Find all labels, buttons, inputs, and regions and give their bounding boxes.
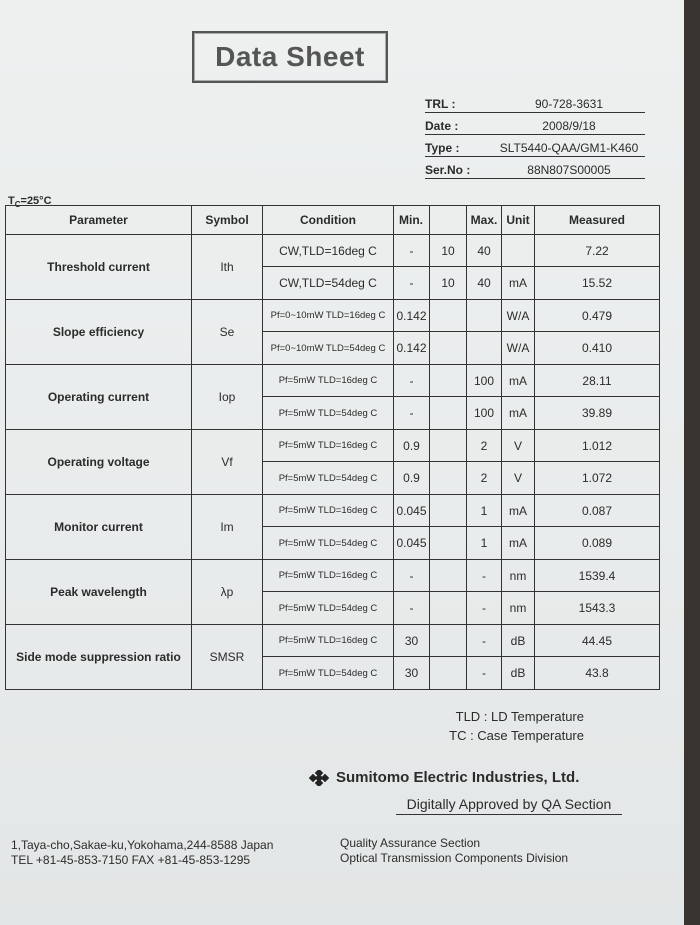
condition-cell: Pf=5mW TLD=16deg C xyxy=(263,495,394,527)
company-line xyxy=(308,769,579,786)
unit-cell: V xyxy=(502,462,535,495)
meta-key: Date : xyxy=(425,119,459,133)
table-header-row xyxy=(6,206,660,235)
division-line: Optical Transmission Components Division xyxy=(340,851,569,865)
measured-cell: 15.52 xyxy=(535,267,660,300)
table-row xyxy=(6,300,660,332)
min-cell: 30 xyxy=(394,657,430,690)
sumitomo-logo-icon xyxy=(308,770,330,786)
parameter-cell: Operating voltage xyxy=(6,430,192,495)
department-block xyxy=(340,836,568,866)
header-typ xyxy=(430,206,467,235)
typ-cell xyxy=(430,430,467,462)
unit-cell: mA xyxy=(502,267,535,300)
min-cell: 0.9 xyxy=(394,430,430,462)
address-line: 1,Taya-cho,Sakae-ku,Yokohama,244-8588 Japan xyxy=(11,838,274,852)
parameter-cell: Monitor current xyxy=(6,495,192,560)
meta-row-date xyxy=(425,114,645,135)
measured-cell: 1543.3 xyxy=(535,592,660,625)
spec-table xyxy=(5,205,660,690)
measured-cell: 44.45 xyxy=(535,625,660,657)
min-cell: 0.045 xyxy=(394,495,430,527)
max-cell: - xyxy=(467,657,502,690)
measured-cell: 43.8 xyxy=(535,657,660,690)
condition-cell: CW,TLD=54deg C xyxy=(263,267,394,300)
header-unit: Unit xyxy=(502,206,535,235)
tc-prefix: T xyxy=(8,195,15,207)
min-cell: 0.142 xyxy=(394,300,430,332)
unit-cell: W/A xyxy=(502,332,535,365)
typ-cell xyxy=(430,332,467,365)
typ-cell xyxy=(430,657,467,690)
measured-cell: 1.072 xyxy=(535,462,660,495)
symbol-cell: λp xyxy=(192,560,263,625)
min-cell: 0.045 xyxy=(394,527,430,560)
condition-cell: Pf=5mW TLD=16deg C xyxy=(263,625,394,657)
min-cell: 0.142 xyxy=(394,332,430,365)
spec-table-body xyxy=(6,235,660,690)
table-row xyxy=(6,430,660,462)
max-cell: 2 xyxy=(467,462,502,495)
typ-cell xyxy=(430,560,467,592)
symbol-cell: Iop xyxy=(192,365,263,430)
condition-cell: Pf=0~10mW TLD=16deg C xyxy=(263,300,394,332)
measured-cell: 0.087 xyxy=(535,495,660,527)
parameter-cell: Threshold current xyxy=(6,235,192,300)
header-measured: Measured xyxy=(535,206,660,235)
symbol-cell: Se xyxy=(192,300,263,365)
measured-cell: 7.22 xyxy=(535,235,660,267)
max-cell: 100 xyxy=(467,365,502,397)
symbol-cell: Ith xyxy=(192,235,263,300)
header-max: Max. xyxy=(467,206,502,235)
meta-value: 90-728-3631 xyxy=(534,97,604,111)
phone-fax-line: TEL +81-45-853-7150 FAX +81-45-853-1295 xyxy=(11,853,251,867)
department-line: Quality Assurance Section xyxy=(340,836,481,850)
max-cell: 1 xyxy=(467,495,502,527)
document-title: Data Sheet xyxy=(192,31,388,83)
meta-row-type xyxy=(425,136,645,157)
header-parameter: Parameter xyxy=(6,206,192,235)
measured-cell: 28.11 xyxy=(535,365,660,397)
max-cell: - xyxy=(467,625,502,657)
unit-cell: dB xyxy=(502,657,535,690)
meta-value: 2008/9/18 xyxy=(542,119,596,133)
unit-cell: nm xyxy=(502,592,535,625)
min-cell: 0.9 xyxy=(394,462,430,495)
typ-cell xyxy=(430,495,467,527)
unit-cell xyxy=(502,235,535,267)
measured-cell: 1539.4 xyxy=(535,560,660,592)
parameter-cell: Operating current xyxy=(6,365,192,430)
unit-cell: mA xyxy=(502,527,535,560)
condition-cell: Pf=5mW TLD=16deg C xyxy=(263,560,394,592)
table-row xyxy=(6,365,660,397)
company-name: Sumitomo Electric Industries, Ltd. xyxy=(336,769,580,786)
tc-suffix: =25°C xyxy=(20,195,52,207)
max-cell: 40 xyxy=(467,267,502,300)
typ-cell xyxy=(430,592,467,625)
condition-cell: Pf=5mW TLD=54deg C xyxy=(263,592,394,625)
unit-cell: mA xyxy=(502,365,535,397)
symbol-cell: Im xyxy=(192,495,263,560)
min-cell: - xyxy=(394,592,430,625)
max-cell: - xyxy=(467,560,502,592)
measured-cell: 0.410 xyxy=(535,332,660,365)
condition-cell: Pf=0~10mW TLD=54deg C xyxy=(263,332,394,365)
condition-cell: Pf=5mW TLD=16deg C xyxy=(263,430,394,462)
parameter-cell: Slope efficiency xyxy=(6,300,192,365)
condition-cell: Pf=5mW TLD=54deg C xyxy=(263,462,394,495)
max-cell xyxy=(467,300,502,332)
symbol-cell: SMSR xyxy=(192,625,263,690)
address-block xyxy=(11,838,273,868)
min-cell: - xyxy=(394,397,430,430)
condition-cell: Pf=5mW TLD=54deg C xyxy=(263,527,394,560)
meta-row-serno xyxy=(425,158,645,179)
unit-cell: V xyxy=(502,430,535,462)
typ-cell xyxy=(430,365,467,397)
min-cell: 30 xyxy=(394,625,430,657)
measured-cell: 0.479 xyxy=(535,300,660,332)
condition-cell: Pf=5mW TLD=54deg C xyxy=(263,657,394,690)
typ-cell xyxy=(430,527,467,560)
typ-cell xyxy=(430,397,467,430)
tc-sub: C xyxy=(14,200,21,210)
unit-cell: mA xyxy=(502,397,535,430)
min-cell: - xyxy=(394,560,430,592)
meta-key: Type : xyxy=(425,141,460,155)
min-cell: - xyxy=(394,267,430,300)
header-condition: Condition xyxy=(263,206,394,235)
meta-block xyxy=(425,92,645,180)
table-row xyxy=(6,560,660,592)
min-cell: - xyxy=(394,235,430,267)
note-tld: TLD : LD Temperature xyxy=(455,709,584,724)
table-row xyxy=(6,495,660,527)
unit-cell: nm xyxy=(502,560,535,592)
unit-cell: W/A xyxy=(502,300,535,332)
condition-cell: Pf=5mW TLD=16deg C xyxy=(263,365,394,397)
max-cell xyxy=(467,332,502,365)
meta-row-trl xyxy=(425,92,645,113)
unit-cell: dB xyxy=(502,625,535,657)
table-row xyxy=(6,235,660,267)
max-cell: - xyxy=(467,592,502,625)
max-cell: 1 xyxy=(467,527,502,560)
meta-value: 88N807S00005 xyxy=(527,163,611,177)
unit-cell: mA xyxy=(502,495,535,527)
measured-cell: 39.89 xyxy=(535,397,660,430)
header-symbol: Symbol xyxy=(192,206,263,235)
meta-key: Ser.No : xyxy=(425,163,471,177)
typ-cell: 10 xyxy=(430,267,467,300)
parameter-cell: Peak wavelength xyxy=(6,560,192,625)
min-cell: - xyxy=(394,365,430,397)
header-min: Min. xyxy=(394,206,430,235)
max-cell: 2 xyxy=(467,430,502,462)
table-row xyxy=(6,625,660,657)
typ-cell xyxy=(430,625,467,657)
symbol-cell: Vf xyxy=(192,430,263,495)
max-cell: 100 xyxy=(467,397,502,430)
parameter-cell: Side mode suppression ratio xyxy=(6,625,192,690)
meta-value: SLT5440-QAA/GM1-K460 xyxy=(499,141,639,155)
max-cell: 40 xyxy=(467,235,502,267)
condition-cell: CW,TLD=16deg C xyxy=(263,235,394,267)
note-tc: TC : Case Temperature xyxy=(449,728,584,743)
typ-cell: 10 xyxy=(430,235,467,267)
measured-cell: 1.012 xyxy=(535,430,660,462)
condition-cell: Pf=5mW TLD=54deg C xyxy=(263,397,394,430)
typ-cell xyxy=(430,462,467,495)
measured-cell: 0.089 xyxy=(535,527,660,560)
meta-key: TRL : xyxy=(425,97,456,111)
typ-cell xyxy=(430,300,467,332)
approval-line: Digitally Approved by QA Section xyxy=(396,796,622,815)
